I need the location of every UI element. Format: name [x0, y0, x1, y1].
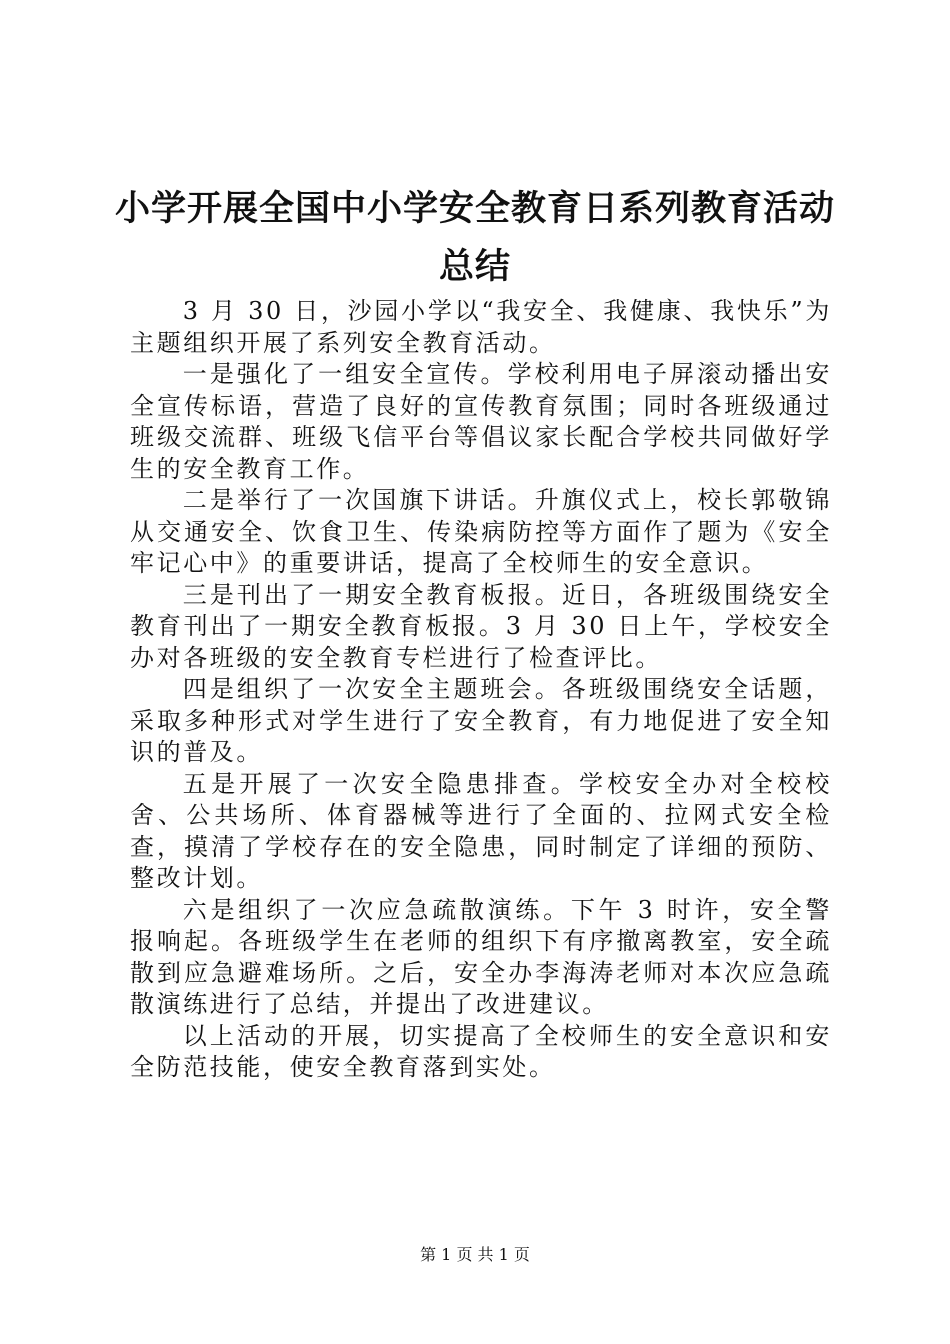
paragraph-item-5: 五是开展了一次安全隐患排查。学校安全办对全校校舍、公共场所、体育器械等进行了全面的、拉网式安全检查，摸清了学校存在的安全隐患，同时制定了详细的预防、整改计划。 [130, 769, 832, 892]
title-line-2: 总结 [438, 247, 511, 287]
paragraph-intro: 3 月 30 日，沙园小学以“我安全、我健康、我快乐”为主题组织开展了系列安全教育活动。 [130, 297, 832, 357]
paragraph-conclusion: 以上活动的开展，切实提高了全校师生的安全意识和安全防范技能，使安全教育落到实处。 [130, 1021, 832, 1081]
paragraph-item-2: 二是举行了一次国旗下讲话。升旗仪式上，校长郭敬锦从交通安全、饮食卫生、传染病防控等方面作了题为《安全牢记心中》的重要讲话，提高了全校师生的安全意识。 [130, 486, 832, 577]
document-body [130, 296, 832, 1084]
paragraph-item-4: 四是组织了一次安全主题班会。各班级围绕安全话题，采取多种形式对学生进行了安全教育，有力地促进了安全知识的普及。 [130, 675, 832, 766]
page-footer: 第 1 页 共 1 页 [420, 1245, 530, 1264]
title-line-1: 小学开展全国中小学安全教育日系列教育活动 [114, 189, 835, 229]
paragraph-item-1: 一是强化了一组安全宣传。学校利用电子屏滚动播出安全宣传标语，营造了良好的宣传教育氛围；同时各班级通过班级交流群、班级飞信平台等倡议家长配合学校共同做好学生的安全教育工作。 [130, 360, 832, 483]
paragraph-item-6: 六是组织了一次应急疏散演练。下午 3 时许，安全警报响起。各班级学生在老师的组织下有序撤离教室，安全疏散到应急避难场所。之后，安全办李海涛老师对本次应急疏散演练进行了总结，并提出了改进建议。 [130, 895, 832, 1018]
document-title [100, 180, 850, 296]
paragraph-item-3: 三是刊出了一期安全教育板报。近日，各班级围绕安全教育刊出了一期安全教育板报。3 月 30 日上午，学校安全办对各班级的安全教育专栏进行了检查评比。 [130, 580, 832, 672]
